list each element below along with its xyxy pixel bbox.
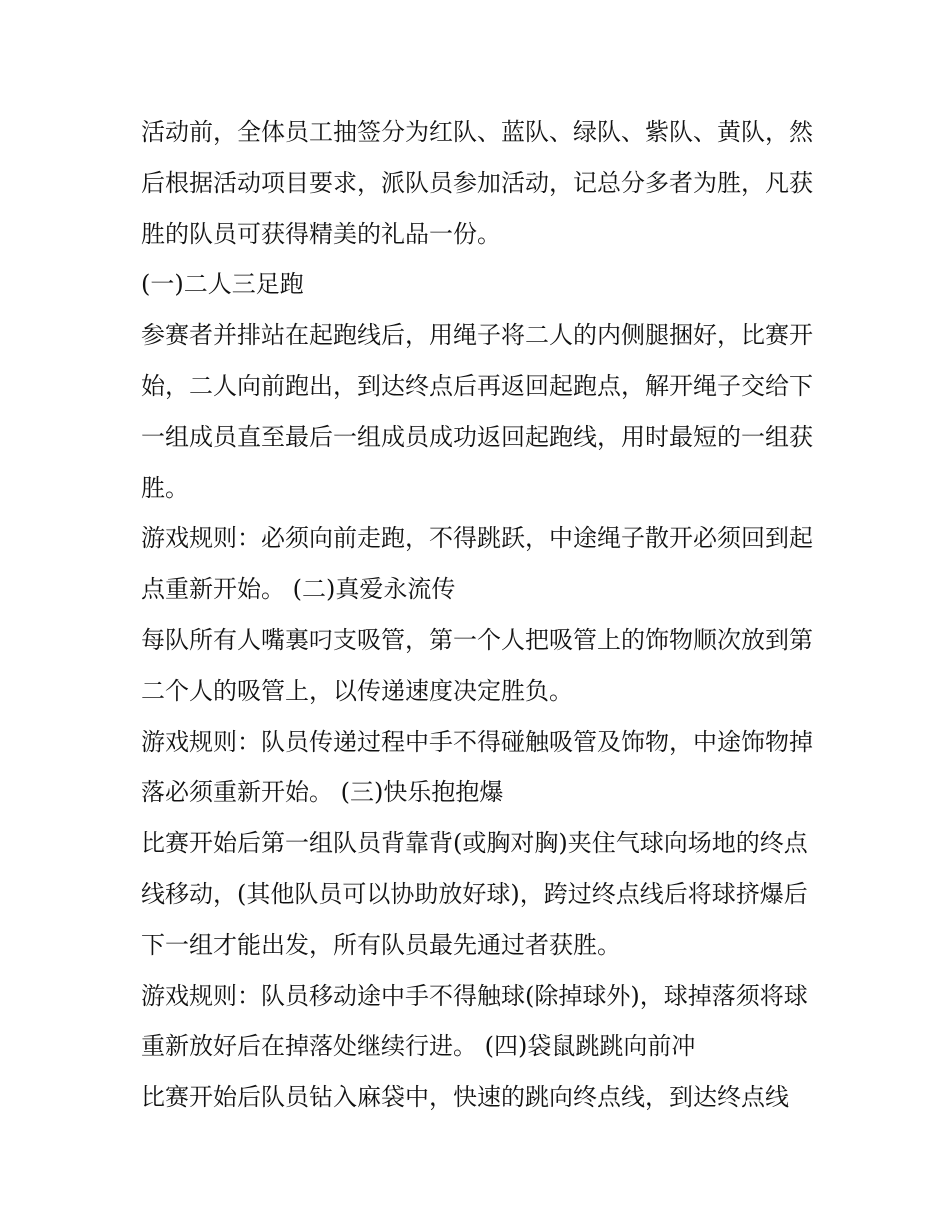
paragraph-intro: 活动前，全体员工抽签分为红队、蓝队、绿队、紫队、黄队，然后根据活动项目要求，派队员参加活动，记总分多者为胜，凡获胜的队员可获得精美的礼品一份。 (141, 118, 813, 248)
paragraph-three-legged-race: 参赛者并排站在起跑线后，用绳子将二人的内侧腿捆好，比赛开始，二人向前跑出，到达终点后再返回起跑点，解开绳子交给下一组成员直至最后一组成员成功返回起跑线，用时最短的一组获胜。 (141, 321, 813, 502)
paragraph-rules-2: 游戏规则：队员传递过程中手不得碰触吸管及饰物，中途饰物掉落必须重新开始。 (三)快乐抱抱爆 (141, 727, 813, 807)
paragraph-rules-1: 游戏规则：必须向前走跑，不得跳跃，中途绳子散开必须回到起点重新开始。 (二)真爱永流传 (141, 524, 813, 604)
document-body (141, 107, 821, 1123)
paragraph-rules-3: 游戏规则：队员移动途中手不得触球(除掉球外)，球掉落须将球重新放好后在掉落处继续行进。 (四)袋鼠跳跳向前冲 (141, 981, 808, 1061)
paragraph-straw-relay: 每队所有人嘴裏叼支吸管，第一个人把吸管上的饰物顺次放到第二个人的吸管上，以传递速度决定胜负。 (141, 625, 813, 705)
paragraph-balloon-game: 比赛开始后第一组队员背靠背(或胸对胸)夹住气球向场地的终点线移动，(其他队员可以协助放好球)，跨过终点线后将球挤爆后下一组才能出发，所有队员最先通过者获胜。 (141, 829, 808, 959)
heading-three-legged-race: (一)二人三足跑 (141, 270, 304, 299)
paragraph-sack-race: 比赛开始后队员钻入麻袋中，快速的跳向终点线，到达终点线 (141, 1083, 789, 1112)
